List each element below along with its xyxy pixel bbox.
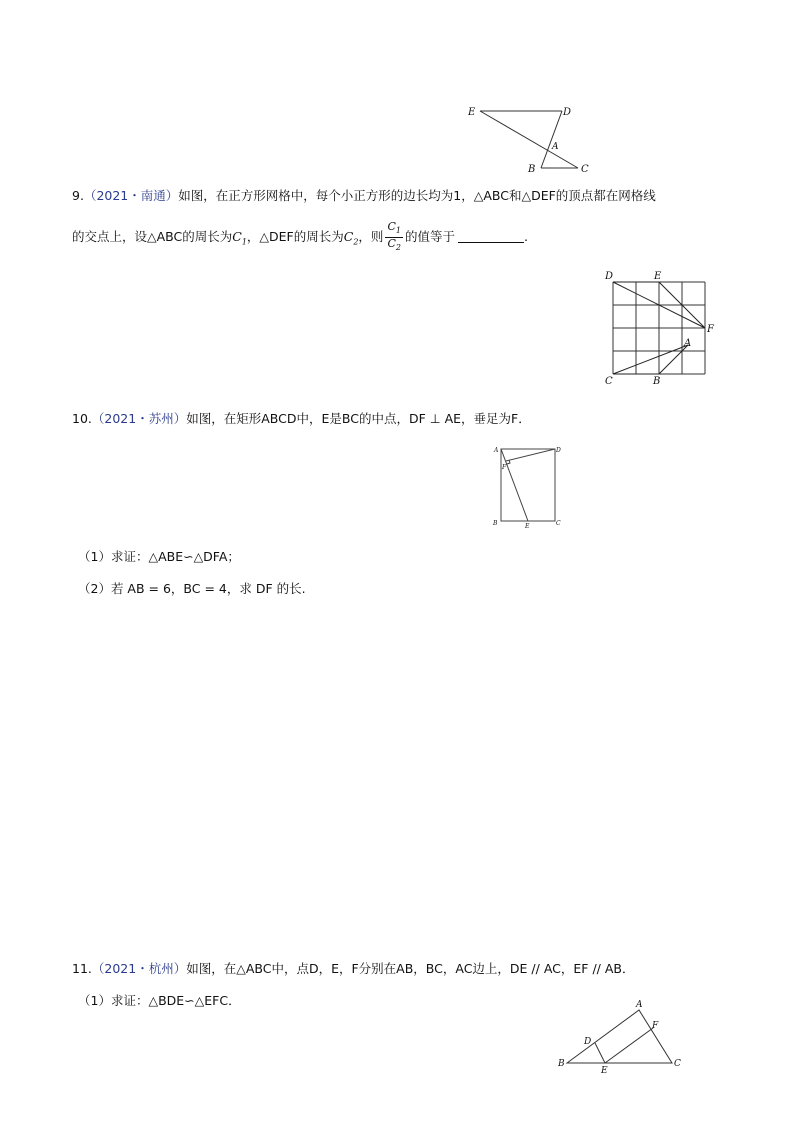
label-a: A bbox=[494, 447, 499, 454]
label-a: A bbox=[636, 1000, 643, 1010]
label-d: D bbox=[584, 1037, 592, 1047]
label-d: D bbox=[563, 107, 572, 118]
q11-stem-line bbox=[72, 959, 634, 979]
q10-stem-line bbox=[72, 409, 531, 429]
label-c: C bbox=[556, 520, 561, 527]
segment-ec bbox=[480, 111, 578, 168]
segment-ef bbox=[605, 1028, 653, 1063]
label-c: C bbox=[581, 164, 589, 175]
q9-c1: $C_1$ bbox=[232, 229, 247, 247]
label-e: E bbox=[525, 523, 530, 530]
q10-source-tag: （2021・苏州） bbox=[91, 411, 187, 426]
q9-text-a: 的交点上，设△ABC的周长为 bbox=[72, 229, 233, 245]
q9-text-d: 的值等于 bbox=[404, 229, 455, 245]
q11-source-tag: （2021・杭州） bbox=[91, 961, 187, 976]
q9-text-line1: 如图，在正方形网格中，每个小正方形的边长均为1，△ABC和△DEF的顶点都在网格线 bbox=[178, 188, 656, 203]
triangle-abc bbox=[613, 345, 688, 374]
q11-part1: （1）求证：△BDE∽△EFC． bbox=[78, 993, 241, 1008]
q9-source-tag: （2021・南通） bbox=[83, 188, 179, 203]
segment-db bbox=[541, 111, 562, 168]
segment-df bbox=[506, 449, 555, 461]
q10-part2: （2）若 AB = 6，BC = 4，求 DF 的长. bbox=[78, 581, 306, 596]
q10-stem: 如图，在矩形ABCD中，E是BC的中点，DF ⊥ AE，垂足为F． bbox=[186, 411, 531, 426]
figure-top-triangles bbox=[462, 100, 602, 180]
triangle-abc bbox=[567, 1010, 672, 1063]
q11-number: 11. bbox=[72, 961, 92, 976]
q9-line1 bbox=[72, 186, 656, 206]
q9-fraction: $\frac{C_1}{C_2}$ bbox=[387, 220, 401, 253]
q9-c2: $C_2$ bbox=[343, 229, 359, 247]
label-c: C bbox=[674, 1059, 681, 1069]
q9-line2 bbox=[72, 221, 528, 254]
q11-triangle-figure bbox=[552, 996, 692, 1076]
label-c: C bbox=[605, 376, 613, 387]
q10-rectangle-figure bbox=[488, 440, 568, 532]
label-e: E bbox=[601, 1066, 608, 1076]
label-e: E bbox=[468, 107, 476, 118]
q10-number: 10. bbox=[72, 411, 92, 426]
q10-part1: （1）求证：△ABE∽△DFA； bbox=[78, 549, 240, 564]
segment-ae bbox=[501, 449, 528, 521]
label-b: B bbox=[558, 1059, 565, 1069]
label-e: E bbox=[654, 271, 662, 282]
label-d: D bbox=[556, 447, 561, 454]
segment-de bbox=[595, 1043, 605, 1063]
q9-answer-blank bbox=[458, 228, 524, 243]
grid-lines bbox=[613, 282, 705, 374]
q9-text-c: ，则 bbox=[358, 229, 384, 245]
q9-number: 9. bbox=[72, 188, 84, 203]
q9-end: . bbox=[523, 229, 528, 245]
label-f: F bbox=[652, 1021, 659, 1031]
q11-stem: 如图，在△ABC中，点D，E，F分别在AB，BC，AC边上，DE // AC，EF // AB． bbox=[186, 961, 635, 976]
label-b: B bbox=[493, 520, 498, 527]
label-a: A bbox=[684, 338, 692, 349]
label-b: B bbox=[653, 376, 661, 387]
label-b: B bbox=[528, 164, 536, 175]
q9-grid-figure bbox=[596, 266, 726, 390]
label-f: F bbox=[707, 324, 714, 335]
label-d: D bbox=[605, 271, 614, 282]
q9-text-b: ，△DEF的周长为 bbox=[246, 229, 344, 245]
label-f: F bbox=[502, 464, 507, 471]
label-a: A bbox=[552, 142, 559, 152]
